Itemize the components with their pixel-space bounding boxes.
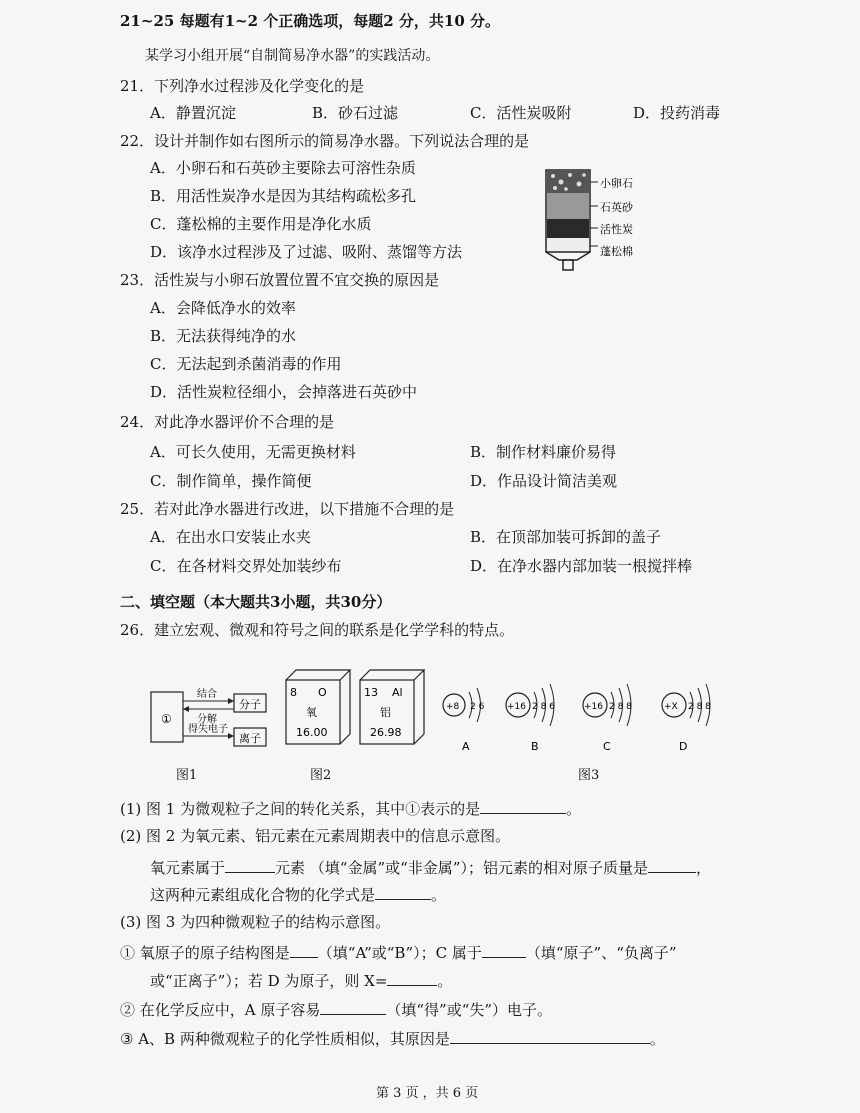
atom-d-nucleus: +X xyxy=(664,702,678,712)
fig1-circle-label: ① xyxy=(161,712,172,726)
q24-option-d: D．作品设计简洁美观 xyxy=(470,472,618,490)
figure-1 xyxy=(148,680,270,752)
q23-option-d: D．活性炭粒径细小，会掉落进石英砂中 xyxy=(150,383,418,401)
activated-carbon-layer xyxy=(547,219,589,238)
q25-option-b: B．在顶部加装可拆卸的盖子 xyxy=(470,528,662,546)
q23-option-a: A．会降低净水的效率 xyxy=(150,299,296,317)
section-header xyxy=(120,11,500,31)
activity-intro: 某学习小组开展“自制简易净水器”的实践活动。 xyxy=(145,48,440,64)
q26-part2: (2) 图 2 为氧元素、铝元素在元素周期表中的信息示意图。 xyxy=(120,827,511,845)
q25-stem: 25．若对此净水器进行改进，以下措施不合理的是 xyxy=(120,500,455,518)
q26-part1: (1) 图 1 为微观粒子之间的转化关系，其中①表示的是 。 xyxy=(120,800,582,818)
q24-option-b: B．制作材料廉价易得 xyxy=(470,443,617,461)
aluminum-number: 13 xyxy=(364,686,378,699)
q26-part2-line-a: 氧元素属于 元素 （填“金属”或“非金属”）；铝元素的相对原子质量是 ， xyxy=(150,859,711,877)
outlet-spout xyxy=(563,260,573,270)
q24-option-a: A．可长久使用，无需更换材料 xyxy=(150,443,356,461)
q26-stem: 26．建立宏观、微观和符号之间的联系是化学学科的特点。 xyxy=(120,621,515,639)
q25-option-c: C．在各材料交界处加装纱布 xyxy=(150,557,342,575)
q22-stem: 22．设计并制作如右图所示的简易净水器。下列说法合理的是 xyxy=(120,132,530,150)
q21-option-a: A．静置沉淀 xyxy=(150,104,236,122)
oxygen-name: 氧 xyxy=(306,706,317,719)
atom-c-shells: 2 8 8 xyxy=(609,702,632,712)
aluminum-cell xyxy=(360,670,424,744)
q26-part3-line-d: ③ A、B 两种微观粒子的化学性质相似，其原因是 。 xyxy=(120,1030,665,1048)
blank-3-2[interactable] xyxy=(482,942,526,958)
fig1-split: 分解 xyxy=(197,714,217,725)
cotton-layer xyxy=(547,238,589,251)
figure-3 xyxy=(438,672,728,756)
q23-option-b: B．无法获得纯净的水 xyxy=(150,327,297,345)
quartz-sand-layer xyxy=(547,193,589,219)
figure-2-label: 图2 xyxy=(310,768,332,783)
q23-stem: 23．活性炭与小卵石放置位置不宜交换的原因是 xyxy=(120,271,440,289)
q22-option-d: D．该净水过程涉及了过滤、吸附、蒸馏等方法 xyxy=(150,243,463,261)
label-pebble: 小卵石 xyxy=(600,177,633,190)
q26-part3: (3) 图 3 为四种微观粒子的结构示意图。 xyxy=(120,913,391,931)
q22-option-a: A．小卵石和石英砂主要除去可溶性杂质 xyxy=(150,159,416,177)
blank-2-3[interactable] xyxy=(375,884,431,900)
q26-part2-line-b: 这两种元素组成化合物的化学式是 。 xyxy=(150,886,447,904)
atom-a xyxy=(443,688,485,753)
blank-3-5[interactable] xyxy=(450,1028,650,1044)
atom-b-letter: B xyxy=(531,740,539,753)
fig1-molecule: 分子 xyxy=(239,698,261,711)
atom-b-shells: 2 8 6 xyxy=(532,702,555,712)
atom-a-shells: 2 6 xyxy=(470,702,485,712)
atom-c-letter: C xyxy=(603,740,611,753)
atom-b-nucleus: +16 xyxy=(507,702,526,712)
aluminum-symbol: Al xyxy=(392,686,403,699)
q26-part3-line-c: ② 在化学反应中，A 原子容易 （填“得”或“失”）电子。 xyxy=(120,1001,553,1019)
aluminum-mass: 26.98 xyxy=(370,726,402,739)
q25-option-d: D．在净水器内部加装一根搅拌棒 xyxy=(470,557,693,575)
header-range: 21~25 xyxy=(120,12,175,30)
atom-c xyxy=(583,684,632,753)
blank-3-1[interactable] xyxy=(290,942,318,958)
atom-b xyxy=(506,684,555,753)
atom-d-shells: 2 8 8 xyxy=(688,702,711,712)
blank-2-2[interactable] xyxy=(648,857,696,873)
atom-d xyxy=(662,684,711,753)
page-footer: 第 3 页 ，共 6 页 xyxy=(376,1086,479,1101)
section-2-title: 二、填空题（本大题共3小题，共30分） xyxy=(120,593,392,611)
q23-option-c: C．无法起到杀菌消毒的作用 xyxy=(150,355,342,373)
atom-d-letter: D xyxy=(679,740,688,753)
figure-1-label: 图1 xyxy=(176,768,198,783)
label-quartz-sand: 石英砂 xyxy=(600,201,633,214)
oxygen-cell xyxy=(286,670,350,744)
q24-option-c: C．制作简单，操作简便 xyxy=(150,472,312,490)
aluminum-name: 铝 xyxy=(380,706,391,719)
q22-option-c: C．蓬松棉的主要作用是净化水质 xyxy=(150,215,372,233)
label-activated-carbon: 活性炭 xyxy=(600,223,633,236)
q21-option-b: B．砂石过滤 xyxy=(312,104,399,122)
q25-option-a: A．在出水口安装止水夹 xyxy=(150,528,311,546)
header-rest: 每题有1~2 个正确选项，每题2 分，共10 分。 xyxy=(179,12,500,30)
fig1-ion: 离子 xyxy=(239,732,261,745)
oxygen-number: 8 xyxy=(290,686,297,699)
q24-stem: 24．对此净水器评价不合理的是 xyxy=(120,413,335,431)
blank-3-3[interactable] xyxy=(387,970,437,986)
q21-option-c: C．活性炭吸附 xyxy=(470,104,572,122)
oxygen-symbol: O xyxy=(318,686,327,699)
figure-2 xyxy=(284,666,434,748)
fig1-combine: 结合 xyxy=(197,689,217,700)
label-cotton: 蓬松棉 xyxy=(600,245,633,258)
q21-stem: 21．下列净水过程涉及化学变化的是 xyxy=(120,77,365,95)
q21-option-d: D．投药消毒 xyxy=(633,104,721,122)
atom-a-letter: A xyxy=(462,740,470,753)
q26-part3-line-a: ① 氧原子的原子结构图是 （填“A”或“B”）；C 属于 （填“原子”、“负离子” xyxy=(120,944,677,962)
water-purifier-figure xyxy=(535,160,685,278)
q22-option-b: B．用活性炭净水是因为其结构疏松多孔 xyxy=(150,187,417,205)
blank-1-1[interactable] xyxy=(480,798,566,814)
blank-3-4[interactable] xyxy=(320,999,386,1015)
atom-a-nucleus: +8 xyxy=(446,702,460,712)
figure-3-label: 图3 xyxy=(578,768,600,783)
oxygen-mass: 16.00 xyxy=(296,726,328,739)
q26-part3-line-b: 或“正离子”）；若 D 为原子，则 X= 。 xyxy=(150,972,453,990)
fig1-gain-lose: 得失电子 xyxy=(188,724,228,735)
atom-c-nucleus: +16 xyxy=(584,702,603,712)
blank-2-1[interactable] xyxy=(225,857,275,873)
